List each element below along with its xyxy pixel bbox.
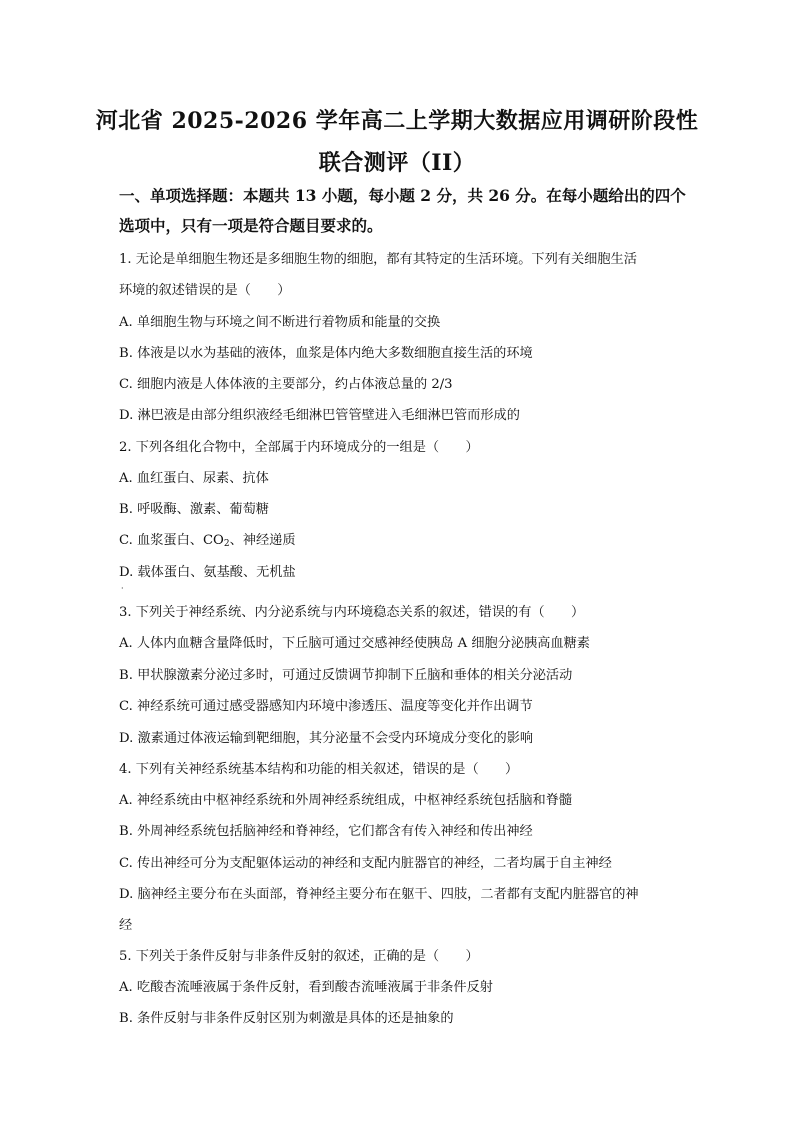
q2-option-b: B. 呼吸酶、激素、葡萄糖 [119,502,269,517]
q2-stem: 2. 下列各组化合物中，全部属于内环境成分的一组是（ ） [119,440,479,455]
q4-option-d-line-2: 经 [119,918,133,933]
q1-option-a: A. 单细胞生物与环境之间不断进行着物质和能量的交换 [119,315,441,330]
exam-title-line-2: 联合测评（II） [318,150,476,176]
q3-option-b: B. 甲状腺激素分泌过多时，可通过反馈调节抑制下丘脑和垂体的相关分泌活动 [119,668,573,683]
q5-option-a: A. 吃酸杏流唾液属于条件反射，看到酸杏流唾液属于非条件反射 [119,980,493,995]
q2-option-c [119,529,296,549]
section-heading: 一、单项选择题：本题共 13 小题，每小题 2 分，共 26 分。在每小题给出的四个选项中，只有一项是符合题目要求的。 [119,186,686,235]
q4-option-c: C. 传出神经可分为支配躯体运动的神经和支配内脏器官的神经，二者均属于自主神经 [119,856,612,871]
q4-stem: 4. 下列有关神经系统基本结构和功能的相关叙述，错误的是（ ） [119,762,519,777]
exam-title-line-1: 河北省 2025-2026 学年高二上学期大数据应用调研阶段性 [95,108,699,134]
q1-stem-line-2: 环境的叙述错误的是（ ） [119,283,291,298]
q1-option-b: B. 体液是以水为基础的液体，血浆是体内绝大多数细胞直接生活的环境 [119,346,533,361]
q4-option-d-line-1: D. 脑神经主要分布在头面部，脊神经主要分布在躯干、四肢，二者都有支配内脏器官的神 [119,887,639,902]
q3-option-d: D. 激素通过体液运输到靶细胞，其分泌量不会受内环境成分变化的影响 [119,731,534,746]
q5-option-b: B. 条件反射与非条件反射区别为刺激是具体的还是抽象的 [119,1011,454,1026]
stray-dot-mark: · [121,584,124,593]
q2-option-c-start: C. 血浆蛋白、CO [119,533,224,548]
q3-option-c: C. 神经系统可通过感受器感知内环境中渗透压、温度等变化并作出调节 [119,699,533,714]
q5-stem: 5. 下列关于条件反射与非条件反射的叙述，正确的是（ ） [119,949,479,964]
q4-option-a: A. 神经系统由中枢神经系统和外周神经系统组成，中枢神经系统包括脑和脊髓 [119,793,573,808]
q1-option-c: C. 细胞内液是人体体液的主要部分，约占体液总量的 2/3 [119,377,453,392]
q2-option-a: A. 血红蛋白、尿素、抗体 [119,471,269,486]
q3-option-a: A. 人体内血糖含量降低时，下丘脑可通过交感神经使胰岛 A 细胞分泌胰高血糖素 [119,636,590,651]
q2-option-c-end: 、神经递质 [229,533,296,548]
q4-option-b: B. 外周神经系统包括脑神经和脊神经，它们都含有传入神经和传出神经 [119,824,533,839]
q2-option-d: D. 载体蛋白、氨基酸、无机盐 [119,565,296,580]
q3-stem: 3. 下列关于神经系统、内分泌系统与内环境稳态关系的叙述，错误的有（ ） [119,605,585,620]
q1-stem-line-1: 1. 无论是单细胞生物还是多细胞生物的细胞，都有其特定的生活环境。下列有关细胞生活 [119,252,637,267]
q2-option-c-subscript: 2 [223,539,230,549]
q1-option-d: D. 淋巴液是由部分组织液经毛细淋巴管管壁进入毛细淋巴管而形成的 [119,408,520,423]
